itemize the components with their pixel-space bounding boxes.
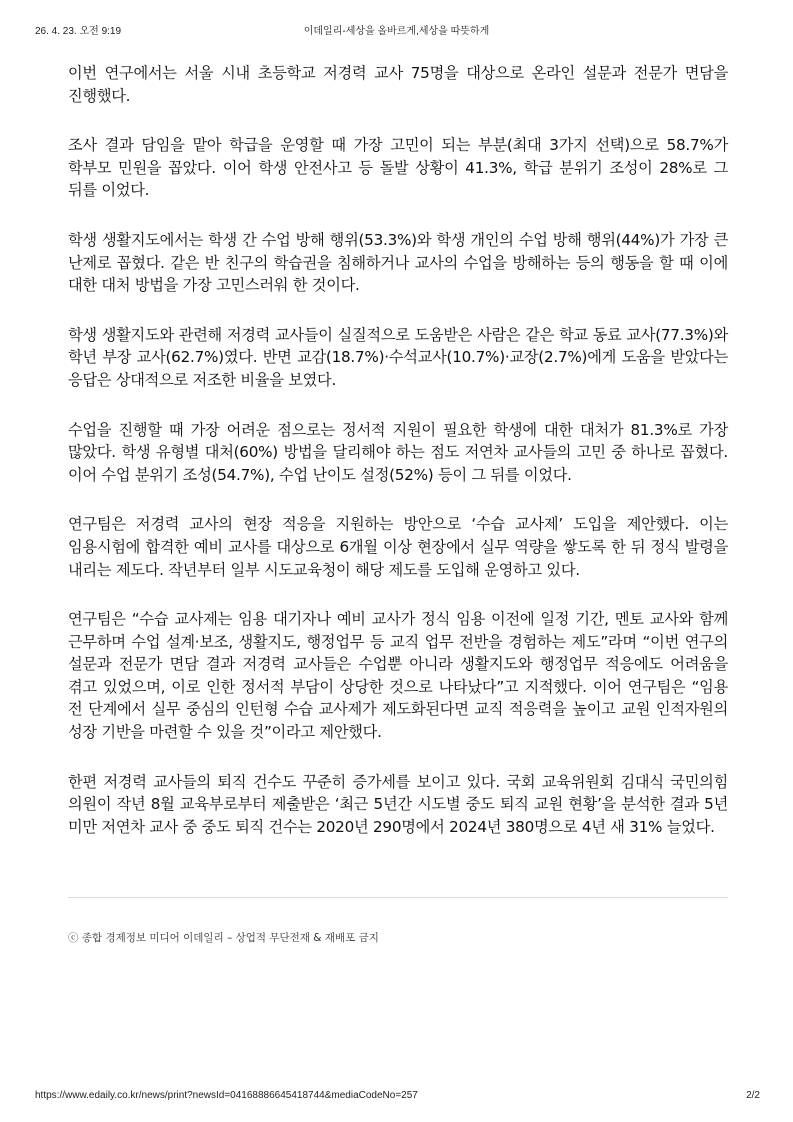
copyright-notice: ⓒ 종합 경제정보 미디어 이데일리 – 상업적 무단전재 & 재배포 금지 bbox=[68, 932, 379, 944]
print-page-title: 이데일리-세상을 올바르게,세상을 따뜻하게 bbox=[303, 26, 490, 37]
article-paragraph: 연구팀은 “수습 교사제는 임용 대기자나 예비 교사가 정식 임용 이전에 일정 기간, 멘토 교사와 함께 근무하며 수업 설계·보조, 생활지도, 행정업무 등 교직 업무 전반을 경험하는 제도”라며 “이번 연구의 설문과 전문가 면담 결과 저경력 교사들은 수업뿐 아니라 생활지도와 행정업무 적응에도 어려움을 겪고 있었으며, 이로 인한 정서적 부담이 상당한 것으로 나타났다”고 지적했다. 이어 연구팀은 “임용 전 단계에서 실무 중심의 인턴형 수습 교사제가 제도화된다면 교직 적응력을 높이고 교원 인적자원의 성장 기반을 마련할 수 있을 것”이라고 제안했다. bbox=[68, 610, 728, 742]
article-paragraph: 이번 연구에서는 서울 시내 초등학교 저경력 교사 75명을 대상으로 온라인 설문과 전문가 면담을 진행했다. bbox=[68, 64, 728, 105]
article-paragraph: 한편 저경력 교사들의 퇴직 건수도 꾸준히 증가세를 보이고 있다. 국회 교육위원회 김대식 국민의힘 의원이 작년 8월 교육부로부터 제출받은 ‘최근 5년간 시도별 중도 퇴직 교원 현황’을 분석한 결과 5년 미만 저연차 교사 중 중도 퇴직 건수는 2020년 290명에서 2024년 380명으로 4년 새 31% 늘었다. bbox=[68, 772, 728, 836]
print-url: https://www.edaily.co.kr/news/print?newsId=04168886645418744&mediaCodeNo=257 bbox=[35, 1090, 418, 1101]
print-header bbox=[0, 0, 793, 37]
article-body bbox=[68, 62, 728, 865]
print-date-time: 26. 4. 23. 오전 9:19 bbox=[35, 26, 122, 37]
article-paragraph: 연구팀은 저경력 교사의 현장 적응을 지원하는 방안으로 ‘수습 교사제’ 도입을 제안했다. 이는 임용시험에 합격한 예비 교사를 대상으로 6개월 이상 현장에서 실무 역량을 쌓도록 한 뒤 정식 발령을 내리는 제도다. 작년부터 일부 시도교육청이 해당 제도를 도입해 운영하고 있다. bbox=[68, 515, 728, 579]
article-paragraph: 학생 생활지도에서는 학생 간 수업 방해 행위(53.3%)와 학생 개인의 수업 방해 행위(44%)가 가장 큰 난제로 꼽혔다. 같은 반 친구의 학습권을 침해하거나 교사의 수업을 방해하는 등의 행동을 할 때 이에 대한 대처 방법을 가장 고민스러워 한 것이다. bbox=[68, 230, 728, 295]
page-number: 2/2 bbox=[746, 1090, 760, 1101]
print-footer bbox=[0, 1090, 793, 1110]
article-paragraph: 학생 생활지도와 관련해 저경력 교사들이 실질적으로 도움받은 사람은 같은 학교 동료 교사(77.3%)와 학년 부장 교사(62.7%)였다. 반면 교감(18.7%)·수석교사(10.7%)·교장(2.7%)에게 도움을 받았다는 응답은 상대적으로 저조한 비율을 보였다. bbox=[68, 325, 728, 389]
divider bbox=[68, 897, 728, 898]
article-paragraph: 수업을 진행할 때 가장 어려운 점으로는 정서적 지원이 필요한 학생에 대한 대처가 81.3%로 가장 많았다. 학생 유형별 대처(60%) 방법을 달리해야 하는 점도 저연차 교사들의 고민 중 하나로 꼽혔다. 이어 수업 분위기 조성(54.7%), 수업 난이도 설정(52%) 등이 그 뒤를 이었다. bbox=[68, 420, 728, 484]
article-paragraph: 조사 결과 담임을 맡아 학급을 운영할 때 가장 고민이 되는 부분(최대 3가지 선택)으로 58.7%가 학부모 민원을 꼽았다. 이어 학생 안전사고 등 돌발 상황이 41.3%, 학급 분위기 조성이 28%로 그 뒤를 이었다. bbox=[68, 136, 728, 200]
